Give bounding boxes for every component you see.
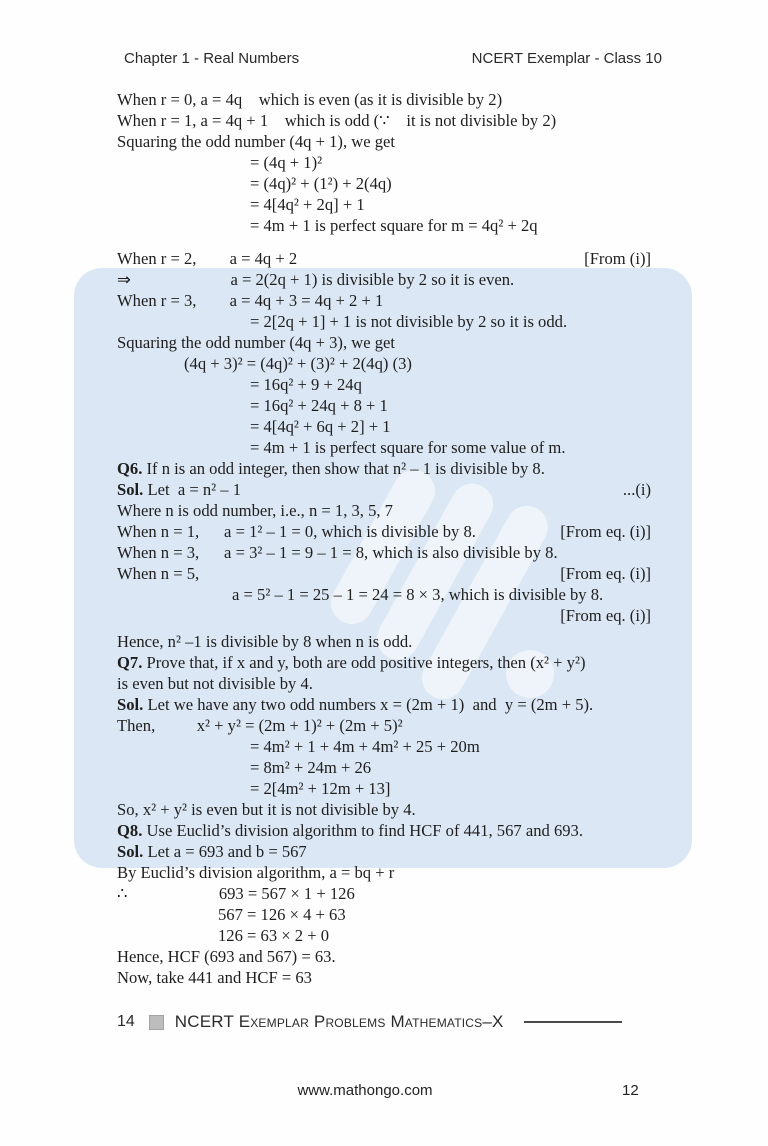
text-line — [117, 605, 651, 626]
footer-rule — [524, 1021, 622, 1023]
question-label: Q8. — [117, 821, 143, 840]
pdf-page-number: 12 — [622, 1082, 639, 1099]
equation-line: (4q + 3)² = (4q)² + (3)² + 2(4q) (3) — [184, 354, 412, 373]
equation-line: = 4[4q² + 6q + 2] + 1 — [250, 417, 391, 436]
equation-line: = 4m + 1 is perfect square for m = 4q² + 2q — [250, 216, 538, 235]
text-line: Where n is odd number, i.e., n = 1, 3, 5, 7 — [117, 501, 393, 520]
question-line: Q8. Use Euclid’s division algorithm to find HCF of 441, 567 and 693. — [117, 821, 583, 840]
equation-line: 126 = 63 × 2 + 0 — [218, 926, 330, 945]
equation-line: = 16q² + 9 + 24q — [250, 375, 362, 394]
text-line: When r = 2, a = 4q + 2 [From (i)] — [117, 249, 651, 268]
equation-line: = (4q)² + (1²) + 2(4q) — [250, 174, 392, 193]
question-line: Q6. If n is an odd integer, then show that n² – 1 is divisible by 8. — [117, 459, 545, 478]
solution-line: Sol. Let a = n² – 1 ...(i) — [117, 480, 651, 499]
square-bullet-icon — [149, 1015, 164, 1030]
solution-text — [117, 89, 651, 988]
solution-line: Sol. Let we have any two odd numbers x = (2m + 1) and y = (2m + 5). — [117, 695, 594, 714]
text-line: When n = 3, a = 3² – 1 = 9 – 1 = 8, which is also divisible by 8. — [117, 543, 558, 562]
reference-annotation: [From (i)] — [584, 249, 651, 268]
equation-line: a = 5² – 1 = 25 – 1 = 24 = 8 × 3, which is divisible by 8. — [232, 585, 604, 604]
book-footer — [117, 1012, 657, 1032]
text-line: When n = 5, [From eq. (i)] — [117, 564, 651, 583]
footer-page-number: 14 — [117, 1013, 135, 1030]
text-line: By Euclid’s division algorithm, a = bq + r — [117, 863, 395, 882]
equation-line: ∴ 693 = 567 × 1 + 126 — [117, 884, 355, 903]
equation-line: = 4m² + 1 + 4m + 4m² + 25 + 20m — [250, 737, 480, 756]
equation-line: = 4m + 1 is perfect square for some value of m. — [250, 438, 566, 457]
text-line: When r = 1, a = 4q + 1 which is odd (∵ it is not divisible by 2) — [117, 111, 557, 130]
text-line: When r = 3, a = 4q + 3 = 4q + 2 + 1 — [117, 291, 384, 310]
book-title: NCERT Exemplar - Class 10 — [471, 50, 662, 67]
text-line: Hence, HCF (693 and 567) = 63. — [117, 947, 336, 966]
text-line: Hence, n² –1 is divisible by 8 when n is odd. — [117, 632, 413, 651]
solution-line: Sol. Let a = 693 and b = 567 — [117, 842, 307, 861]
chapter-title: Chapter 1 - Real Numbers — [124, 50, 300, 67]
equation-line: = 8m² + 24m + 26 — [250, 758, 372, 777]
reference-annotation: ...(i) — [622, 480, 651, 499]
text-line: is even but not divisible by 4. — [117, 674, 313, 693]
website-url: www.mathongo.com — [297, 1082, 433, 1099]
text-line: When r = 0, a = 4q which is even (as it is divisible by 2) — [117, 90, 503, 109]
reference-annotation: [From eq. (i)] — [560, 564, 651, 583]
text-line: Now, take 441 and HCF = 63 — [117, 968, 312, 987]
text-line: Squaring the odd number (4q + 3), we get — [117, 333, 396, 352]
reference-annotation: [From eq. (i)] — [560, 522, 651, 541]
text-line: When n = 1, a = 1² – 1 = 0, which is divisible by 8. [From eq. (i)] — [117, 522, 651, 541]
series-title: NCERT Exemplar Problems Mathematics–X — [174, 1012, 504, 1031]
equation-line: = 2[2q + 1] + 1 is not divisible by 2 so it is odd. — [250, 312, 568, 331]
equation-line: = 16q² + 24q + 8 + 1 — [250, 396, 388, 415]
equation-line: = 2[4m² + 12m + 13] — [250, 779, 391, 798]
equation-line: 567 = 126 × 4 + 63 — [218, 905, 346, 924]
text-line: ⇒ a = 2(2q + 1) is divisible by 2 so it is even. — [117, 270, 515, 289]
question-line: Q7. Prove that, if x and y, both are odd positive integers, then (x² + y²) — [117, 653, 586, 672]
text-line: Then, x² + y² = (2m + 1)² + (2m + 5)² — [117, 716, 403, 735]
solution-label: Sol. — [117, 695, 144, 714]
text-line: Squaring the odd number (4q + 1), we get — [117, 132, 396, 151]
text-line: So, x² + y² is even but it is not divisible by 4. — [117, 800, 416, 819]
question-label: Q7. — [117, 653, 143, 672]
reference-annotation: [From eq. (i)] — [560, 606, 651, 625]
question-label: Q6. — [117, 459, 143, 478]
solution-label: Sol. — [117, 480, 144, 499]
equation-line: = (4q + 1)² — [250, 153, 323, 172]
equation-line: = 4[4q² + 2q] + 1 — [250, 195, 365, 214]
solution-label: Sol. — [117, 842, 144, 861]
